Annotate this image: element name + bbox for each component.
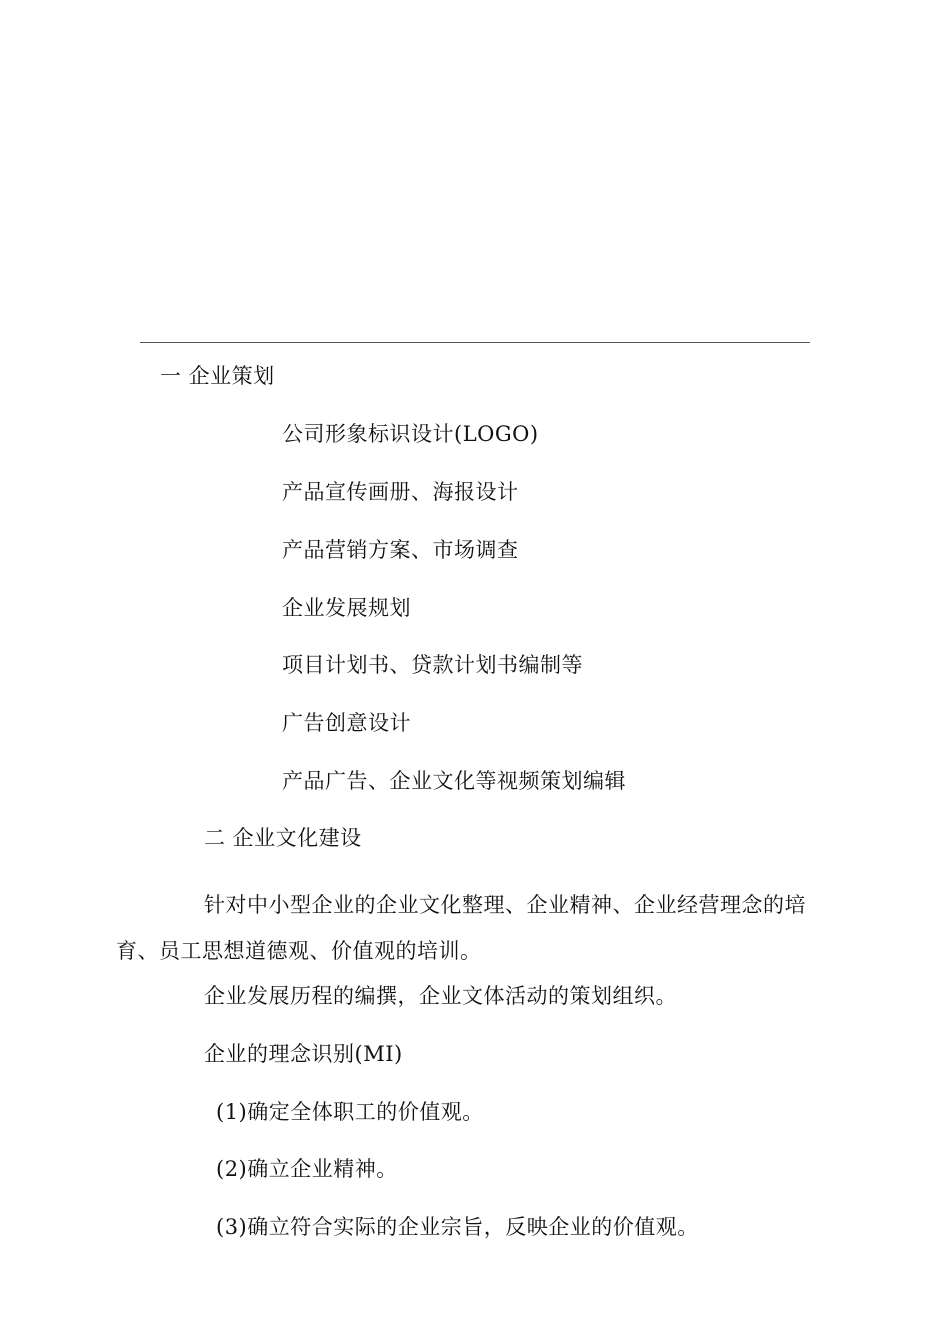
- list-item: 广告创意设计: [282, 711, 411, 735]
- history-paragraph: 企业发展历程的编撰，企业文体活动的策划组织。: [204, 984, 677, 1008]
- header-rule: [140, 342, 810, 343]
- list-item: (2)确立企业精神。: [216, 1157, 398, 1181]
- culture-paragraph: 针对中小型企业的企业文化整理、企业精神、企业经营理念的培育、员工思想道德观、价值观的培训。: [116, 893, 806, 963]
- list-item: (1)确定全体职工的价值观。: [216, 1100, 484, 1124]
- list-item: 产品广告、企业文化等视频策划编辑: [282, 769, 626, 793]
- section-heading-culture-building: 二 企业文化建设: [204, 826, 362, 850]
- list-item: 产品宣传画册、海报设计: [282, 480, 519, 504]
- list-item: 项目计划书、贷款计划书编制等: [282, 653, 583, 677]
- mi-paragraph: 企业的理念识别(MI): [204, 1042, 403, 1066]
- list-item: (3)确立符合实际的企业宗旨，反映企业的价值观。: [216, 1215, 699, 1239]
- list-item: 产品营销方案、市场调查: [282, 538, 519, 562]
- section-heading-enterprise-planning: 一 企业策划: [160, 364, 275, 388]
- list-item: 企业发展规划: [282, 596, 411, 620]
- list-item: 公司形象标识设计(LOGO): [282, 422, 539, 446]
